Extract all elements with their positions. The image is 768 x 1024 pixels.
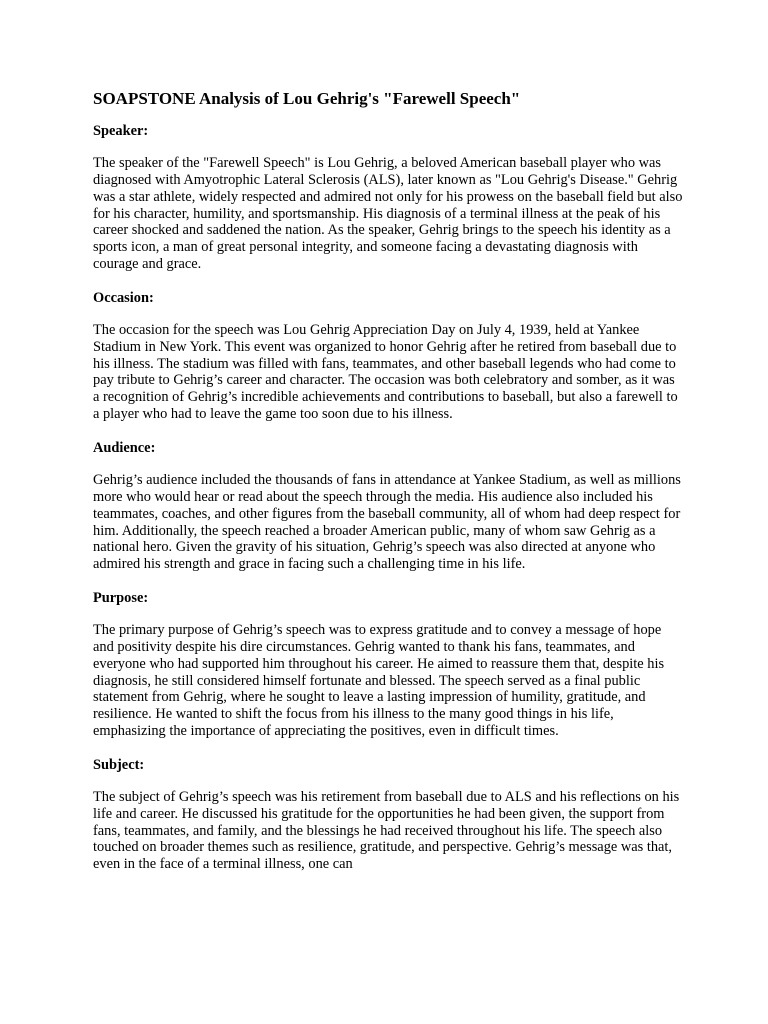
section-audience — [93, 440, 683, 573]
section-heading-speaker: Speaker: — [93, 123, 149, 139]
section-heading-audience: Audience: — [93, 439, 156, 456]
section-heading-occasion: Occasion: — [93, 289, 154, 306]
section-body-purpose: The primary purpose of Gehrig’s speech was to express gratitude and to convey a message of hope and positivity despite his dire circumstances. Gehrig wanted to thank his fans, teammates, and everyone who had supported him throughout his career. He aimed to reassure them that, despite his diagnosis, he still considered himself fortunate and blessed. The speech served as a final public statement from Gehrig, where he sought to leave a lasting impression of humility, gratitude, and resilience. He wanted to shift the focus from his illness to the many good things in his life, emphasizing the importance of appreciating the positives, even in difficult times. — [93, 622, 665, 740]
document-page — [93, 88, 683, 890]
section-purpose — [93, 590, 683, 740]
section-body-audience: Gehrig’s audience included the thousands of fans in attendance at Yankee Stadium, as well as millions more who would hear or read about the speech through the media. His audience also included his teammates, coaches, and other figures from the baseball community, all of whom had deep respect for him. Additionally, the speech reached a broader American public, many of whom saw Gehrig as a national hero. Given the gravity of his situation, Gehrig’s speech was also directed at anyone who admired his strength and grace in facing such a challenging time in his life. — [93, 471, 681, 573]
section-occasion — [93, 290, 683, 423]
section-heading-purpose: Purpose: — [93, 590, 149, 607]
section-body-subject: The subject of Gehrig’s speech was his retirement from baseball due to ALS and his reflections on his life and career. He discussed his gratitude for the opportunities he had been given, the support from fans, teammates, and family, and the blessings he had received throughout his life. The speech also touched on broader themes such as resilience, gratitude, and perspective. Gehrig’s message was that, even in the face of a terminal illness, one can — [93, 788, 680, 873]
document-title: SOAPSTONE Analysis of Lou Gehrig's "Farewell Speech" — [93, 89, 521, 108]
section-speaker — [93, 123, 683, 273]
section-body-speaker: The speaker of the "Farewell Speech" is Lou Gehrig, a beloved American baseball player who was diagnosed with Amyotrophic Lateral Sclerosis (ALS), later known as "Lou Gehrig's Disease." Gehrig was a star athlete, widely respected and admired not only for his prowess on the baseball field but also for his character, humility, and sportsmanship. His diagnosis of a terminal illness at the peak of his career shocked and saddened the nation. As the speaker, Gehrig brings to the speech his identity as a sports icon, a man of great personal integrity, and someone facing a devastating diagnosis with courage and grace. — [93, 155, 683, 273]
section-subject — [93, 757, 683, 873]
section-body-occasion: The occasion for the speech was Lou Gehrig Appreciation Day on July 4, 1939, held at Yankee Stadium in New York. This event was organized to honor Gehrig after he retired from baseball due to his illness. The stadium was filled with fans, teammates, and other baseball legends who had come to pay tribute to Gehrig’s career and character. The occasion was both celebratory and somber, as it was a recognition of Gehrig’s incredible achievements and contributions to baseball, but also a farewell to a player who had to leave the game too soon due to his illness. — [93, 321, 678, 423]
section-heading-subject: Subject: — [93, 756, 145, 773]
